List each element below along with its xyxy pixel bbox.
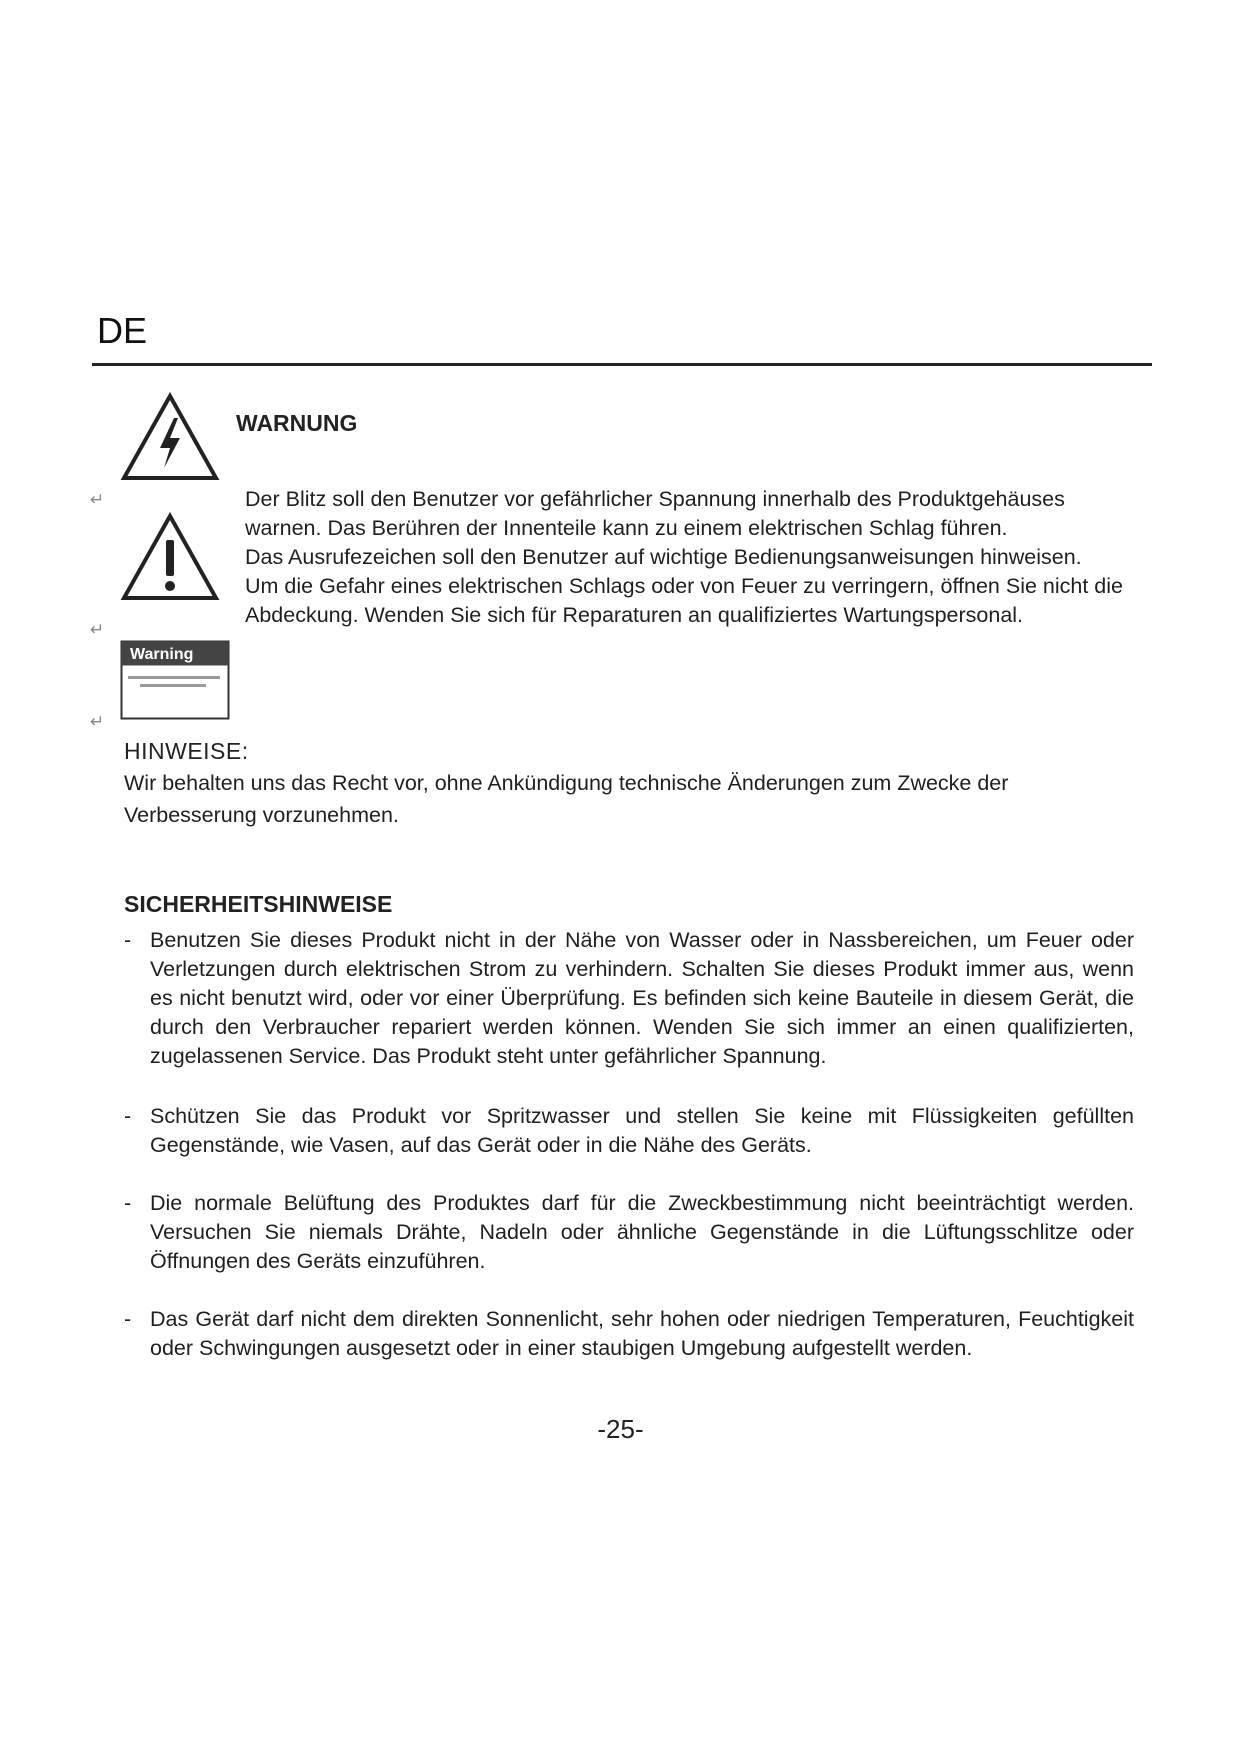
safety-item-text: Schützen Sie das Produkt vor Spritzwasser und stellen Sie keine mit Flüssigkeiten gefüllten Gegenstände, wie Vasen, auf das Gerät oder in die Nähe des Geräts. — [150, 1104, 1134, 1157]
bullet-dash: - — [124, 1104, 132, 1128]
notes-paragraph: Wir behalten uns das Recht vor, ohne Ankündigung technische Änderungen zum Zwecke der Verbesserung vorzunehmen. — [124, 771, 1009, 827]
bullet-dash: - — [124, 928, 132, 952]
bullet-dash: - — [124, 1191, 132, 1215]
warning-label-icon — [120, 640, 230, 720]
header-divider — [92, 363, 1152, 366]
electric-shock-warning-icon — [120, 392, 220, 482]
safety-item — [124, 1102, 1134, 1160]
return-mark: ↵ — [90, 712, 105, 732]
bullet-dash: - — [124, 1307, 132, 1331]
safety-item-text: Benutzen Sie dieses Produkt nicht in der Nähe von Wasser oder in Nassbereichen, um Feuer oder Verletzungen durch elektrischen Strom zu verhindern. Schalten Sie dieses Produkt immer aus, wenn es nicht benutzt wird, oder vor einer Überprüfung. Es befinden sich keine Bauteile in diesem Gerät, die durch den Verbraucher repariert werden können. Wenden Sie sich immer an einen qualifizierten, zugelassenen Service. Das Produkt steht unter gefährlicher Spannung. — [150, 928, 1134, 1068]
language-code: DE — [97, 310, 148, 351]
safety-item-text: Das Gerät darf nicht dem direkten Sonnenlicht, sehr hohen oder niedrigen Temperaturen, Feuchtigkeit oder Schwingungen ausgesetzt oder in einer staubigen Umgebung aufgestellt werden. — [150, 1307, 1134, 1360]
safety-item — [124, 1305, 1134, 1363]
notes-title: HINWEISE: — [124, 738, 249, 764]
safety-title: SICHERHEITSHINWEISE — [124, 891, 393, 917]
notes-text — [124, 767, 1124, 831]
warning-paragraph: Der Blitz soll den Benutzer vor gefährlicher Spannung innerhalb des Produktgehäuses warnen. Das Berühren der Innenteile kann zu einem elektrischen Schlag führen. — [245, 487, 1065, 540]
safety-item-text: Die normale Belüftung des Produktes darf für die Zweckbestimmung nicht beeinträchtigt werden. Versuchen Sie niemals Drähte, Nadeln oder ähnliche Gegenstände in die Lüftungsschlitze oder Öffnungen des Geräts einzuführen. — [150, 1191, 1134, 1273]
page-number: -25- — [597, 1414, 644, 1444]
safety-item — [124, 1189, 1134, 1276]
warning-label-heading: Warning — [130, 646, 194, 663]
warning-title: WARNUNG — [236, 410, 358, 436]
warning-text — [245, 485, 1135, 630]
exclamation-warning-icon — [120, 512, 220, 602]
warning-paragraph: Um die Gefahr eines elektrischen Schlags oder von Feuer zu verringern, öffnen Sie nicht die Abdeckung. Wenden Sie sich für Reparaturen an qualifiziertes Wartungspersonal. — [245, 574, 1123, 627]
return-mark: ↵ — [90, 620, 105, 640]
warning-paragraph: Das Ausrufezeichen soll den Benutzer auf wichtige Bedienungsanweisungen hinweisen. — [245, 545, 1082, 569]
return-mark: ↵ — [90, 490, 105, 510]
safety-item — [124, 926, 1134, 1071]
safety-list — [124, 926, 1134, 1363]
